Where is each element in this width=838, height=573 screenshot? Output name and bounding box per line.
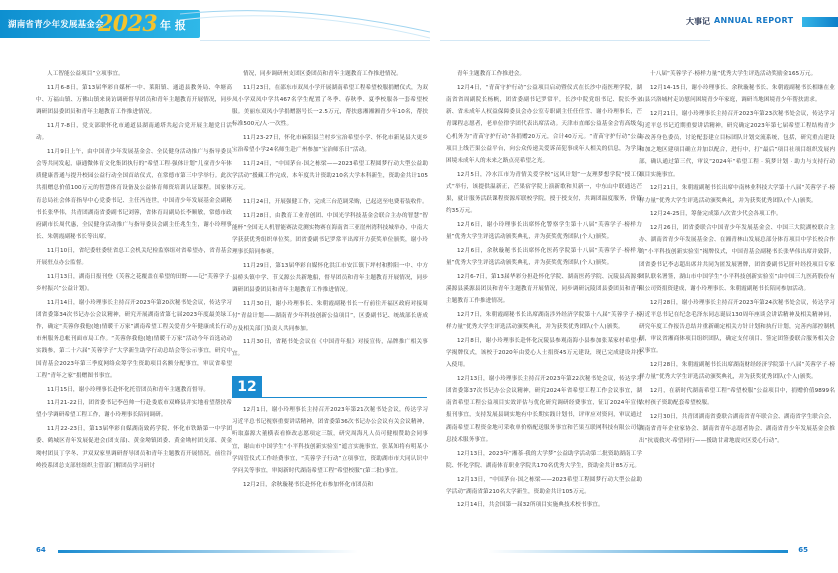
event-paragraph: 12月28日，朱朝霞副秘书长出席湖南财经经济学院第十八届“芙蓉学子·榜样力量”优秀大学生评选活动颁奖典礼，并为获奖优秀团队(个人)颁奖。 — [639, 362, 835, 381]
event-paragraph: 11月13日，湖南日报刊登《芙蓉之花覆盖在希望的田野——记“芙蓉学子·乡村振兴”公益计划》。 — [36, 273, 232, 292]
page-footer — [0, 536, 838, 573]
page-number-left: 64 — [36, 546, 46, 554]
text-column-1 — [36, 68, 232, 474]
header-rule-left — [200, 40, 430, 41]
event-paragraph: 12月13日，谢小玲理事长主持召开2023年第22次秘书处会议，传达学习团省委第37次书记办公会议精神，研究2024年省希望工程工作会议事宜，湖南省希望工程公益项目实效评估与优化研究调研经费事宜，征订2024年宣传报刊事宜，支持发展县调实地有中长期实践计划书，评审应对资问，审议通过湖南希望工程资金地可采收单价格配送服务事宜和芒果互联网科技有限公司信息技术服务事宜。 — [446, 375, 642, 443]
chapter-title: 大事记 — [686, 17, 710, 26]
report-label: 年 报 — [160, 19, 186, 32]
event-paragraph: 12月4日，“青苗守护行动”公益项目启动暨仪式在长沙中南医理学院，湖南省省周副院长杨帆，团省委副书记罗常平，长沙中院党组书记、院长李立新、省未成年人权益保障委员会办公室专职副主任任任雪、谢小玲理事长，芒青课程志愿者，老单位律学团代表出席活动。天津市直邮公益基金会宵高级女心机务为“青苗守护行动”各捐赠20万元，合计40万元。“青苗守护行动”公益项目上线芒果公益平台，向公众传递关爱诉苗犯事成年人相关的信息，为学员困境未成年人的未来之路点亮希望之光。 — [446, 84, 642, 164]
event-paragraph: 12月21日，朱朝霞副秘书长出席中南林业科技大学第十八届“芙蓉学子·榜样力量”优秀大学生评选活动颁奖典礼，并为获奖优秀团队(个人)颁奖。 — [639, 185, 835, 204]
text-column-4 — [639, 68, 835, 449]
event-paragraph: 人工智能公益项目”立项事宜。 — [47, 71, 124, 77]
event-paragraph: 12月14-15日，谢小玲理事长、余秋璇秘书长、朱朝霞副秘书长相继在业山县兴洛城村走访慰问困境青少年家庭，调研当地困境青少年帮扶需求。 — [639, 84, 835, 103]
event-paragraph: 11月30日，谢小玲理事长、朱朝霞副秘书长一行前往开福区政府对接周付“青益计划——湖南青少年科技创新公益项目”，区委副书记、统战部长唐成方及相关部门负责人共同参加。 — [232, 301, 428, 332]
event-paragraph: 11月9日上午，由中国青少年发展基金会、全民健身活动推广与指导委员会等共同发起，康通微体育文化集团执行的“希望工程·强体计划”儿童青少年体质健康普通与提升校园公益行动全国首站仪式，在常德市第三中学举行。此次共捐赠总价值100万元的智慧体育设备及公益体育师资培训认证课程。国家体育总局社会体育指导中心党委书记、主任冯连世，中国青少年发展基金会副秘书长张华伟，共青团湖南省委副书记刘蓉，省体育局副局长李顺敏，常德市政府副市长周代惠，全民健身活动推广与指导委员会副主任兆生生，谢小玲理事长、朱朝霞副秘书长等出席。 — [36, 148, 232, 241]
header-banner — [0, 10, 200, 38]
event-paragraph: 12月6-7日，第13届华彩分担赴怀化学院、湖南医药学院、沅陵县高源乡溪源县溪源县团员和青年主题教育开展情况，同步调研沅陵团县委团员和青年主题教育工作推进情况。 — [446, 273, 642, 305]
event-paragraph: 11月23日，在邵东市双凤小学开展湖南希望工程希望校服捐赠仪式，为双凤小学双凤中学共467名学生配置了冬季、春秋季、夏季校服各一套希望校服。美丽东双凤小学捐赠器号长一2.5万元，帮扶慈湘湘湘青少年10名，帮扶标准500元/人·一次性。 — [232, 84, 428, 128]
event-paragraph: 12月21日，谢小玲理事长主持召开2023年第23次秘书处会议，传达学习习近平总书记近期重要讲话精神，研究确定2023年第七届希望工程结构青少年改善身色委员，讨论配套建立目标团队计划交流系统，包括，研究重点建设和加之地区建项目确立并加以配合，进行中，打“最后”项目社项目组织发展内部，确认通过第三代，审议“2024年“希望工程 · 筑梦计划 · 助力与支持行动项目实施事宜。 — [639, 110, 835, 178]
event-paragraph: 11月30日，省秘书处会议在《中国青年报》对接宣传，品牌推广相关事宜。 — [232, 339, 428, 358]
event-paragraph: 12月24-25日，筹备完成第八次省少代会各项工作。 — [650, 211, 782, 218]
event-paragraph: 11月22-23日，第13届华彩自媒湖南致药学院、怀化市铁路第一中学团委、鹤城区青年发展促进会(团支部)、黄金坳镇团委、黄金坳村团支部、黄金坳村团员丁学冬、尹双双家里调研督导团员和青年主题教育开展情况，前往谷岭投系团总支部驻组织主管部门解团员学习研讨 — [36, 426, 232, 469]
header-accent-bar — [802, 17, 838, 27]
footer-rule-right — [488, 550, 788, 553]
event-paragraph: 12月13日，2023年“湘茶·我的大学梦”公益助学活动第二批资助湖南工学院、怀化学院、湖南体育职业学院共170名优秀大学生，资助金共计85万元。 — [446, 450, 642, 469]
event-paragraph: 11月15日，谢小玲理事长赴怀化托管团员和青年主题教育督导。 — [47, 386, 210, 393]
event-paragraph: 11月7-8日，党支部联怀化市通道县湖南通塔共起合党开展主题党日活动。 — [36, 122, 232, 142]
text-column-2-december — [232, 404, 428, 492]
text-column-2 — [232, 68, 428, 362]
event-paragraph: 11月29日，第13届华彩自媒怀化洪江市安江镇下坪村和黔阳一中、中方县桥头镇中学、节义源公共新地船，督导团员和青年主题教育开展情况，同步调研团县委团员和青年主题教育工作推进情况。 — [232, 263, 428, 294]
event-paragraph: 11月28日，由教育工业青创团、中国光学科技基金会联合主办的智慧“智能杯”全国无人机智能赛法竞测实物赛在海南省三亚崖州湾科技城举办，中南大学获获优秀组织单位奖。团省委副书记罗常平出席开力获奖单位颁奖，谢小玲理事长陪同参赛。 — [232, 212, 428, 256]
event-paragraph: 12月26日，团省委联合中国青少年发展基金会、中国三大院湖校联合主办、湖南省青少年发展基金会、在湘青林山发展总部分体育项目中学长校合作的“小平科技创新实验室”揭牌仪式，中国青基会副秘书长张华伟出席并致辞，团省委书记李志超出席并共同为匿发展署牌，团省委副书记肝叶经投项目专家团队联名署签，湖山市中国学生“小平科技创新实验室”由中国三九医药股份有限公司资捐资建成，谢小玲理事长、朱朝霞副秘书长陪同参加活动。 — [639, 224, 835, 292]
event-paragraph: 12月28日，谢小玲理事长主持召开2023年第24次秘书处会议，传达学习习近平总书记在纪念毛泽东同志诞辰130周年座谈会讲话精神及相关精神同，研究年度工作报告总结并重新确定相关方针计划和执行计划，完善内部控制机制，审议省湘商体项目组织团队，确定支付项目、签定团签委联合服务相关会议事宜。 — [639, 299, 835, 355]
event-paragraph: 12月7日，朱朝霞副秘书长出席湖南涉外经济学院第十八届“芙蓉学子·榜样力量”优秀大学生评选活动颁奖典礼，并为获奖优秀团队(个人)颁奖。 — [446, 311, 642, 331]
event-paragraph: 11月21-22日，团省委书记李邑帅一行赴娄底市双峰县并实地看望帮扶希望小学调研希望工程工作，谢小玲理事长陪同调研。 — [36, 400, 232, 419]
event-paragraph: 11月23-27日，怀化市麻阳县兰村乡宝治希望小学、怀化市新晃县大更乡宝治希望小学24名师生赴广州参加“宝治师乐日”活动。 — [232, 135, 428, 154]
header-rule-right — [440, 40, 710, 41]
org-name: 湖南省青少年发展基金会 — [8, 20, 104, 30]
event-paragraph: 青年主题教育工作推进会。 — [457, 71, 526, 77]
event-paragraph: 情况，同步调研州支团区委团员和青年主题教育工作推进情况。 — [243, 71, 402, 77]
event-paragraph: 12月，在新时代湖南希望工程“希望校服”公益项目中，捐赠价值9899名农村孩子资助配套希望校服。 — [639, 388, 835, 407]
event-paragraph: 11月24日，开展强健工作，完成三台范调采购，已起送至电费着装收件。 — [243, 199, 428, 206]
event-paragraph: 12月2日，余秋璇秘书长赴怀化市参加怀化市团员和 — [243, 481, 374, 488]
event-paragraph: 12月30日，共青团湖南省委联合湖南省青年联合会、湖南省学生联合会、湖南省青年企业家协会、湖南省青年志愿者协会、湖南省青少年发展基金会推出“抗震救灾·希望同行——援助甘肃地震灾区爱心行动”。 — [639, 413, 835, 445]
page-header — [0, 0, 838, 44]
event-paragraph: 12月8日，谢小玲理事长赴怀化沅陵县参观南海小县参加张某家村希望小学揭牌仪式，该校于2020年由爱心人士捐资45万元建设，现已完成建设并投入使用。 — [446, 337, 642, 369]
report-year: 2023 — [98, 11, 158, 37]
section-rule — [262, 397, 427, 398]
event-paragraph: 12月14日，共会国第一届32所项目实施典技术校书事宜。 — [457, 502, 604, 509]
page-number-right: 65 — [798, 546, 808, 554]
event-paragraph: 12月13日，“中国茅台·国之栋梁——2023希望工程圆梦行动大型公益助学活动”湖南省第210名大学新生，资助金共计105万元。 — [446, 476, 642, 495]
section-number-badge: 12 — [232, 376, 262, 398]
event-paragraph: 十八届“芙蓉学子·榜样力量”优秀大学生评选活动奖励金165万元。 — [650, 71, 817, 77]
text-column-3 — [446, 68, 642, 513]
event-paragraph: 12月6日，谢小玲理事长出席怀化警察学生第十八届“芙蓉学子·榜样力量”优秀大学生评选活动颁奖典礼，并为获奖优秀团队(个人)颁奖。 — [446, 221, 642, 241]
event-paragraph: 11月24日，“中国茅台·国之栋梁——2023希望工程圆梦行动大型公益助学活动”援藏工作完成，本年度共计资助210名大学本科新生，资助金共计105万元。 — [232, 160, 428, 192]
footer-rule-left — [58, 550, 358, 553]
event-paragraph: 11月6-8日，第13届华彩自媒杯一中、莱阳镇、通道县教务局、伞塘高中、万福山镇、万佛山镇来岗访调研督导团员和青年主题教育开展情况，同步调研团县委团员和青年主题教育工作推进情况。 — [36, 84, 232, 116]
annual-report-label: ANNUAL REPORT — [714, 16, 794, 25]
event-paragraph: 12月6日，余秋璇秘书长出席怀化医药学院第十八届“芙蓉学子·榜样力量”优秀大学生评选活动颁奖典礼，并为获奖优秀团队(个人)颁奖。 — [446, 247, 642, 267]
header-right — [598, 16, 838, 32]
header-swoosh-decoration — [180, 6, 430, 42]
event-paragraph: 11月10日，省纪委驻委驻省总工会机关纪检监察组对省希望办，省青基会开展驻点办公监督。 — [36, 247, 232, 267]
event-paragraph: 12月1日，谢小玲理事长主持召开2023年第21次秘书处会议，传达学习习近平总书记视察重要讲话精神，团省委第36次书记办公会议有关会议精神，听取嘉源大董横表看修改志愿项定三版，研究周海凡人员可健根赞助会同事宜，谢山市中国学生“小平科技创新实验室”遮言实施事宜，张某知将有明某小学周管仪式工作经费事宜，“芙蓉学子行动”立项事宜，资助湖市市大同认识中学问关等事宜，审阅新时代湖南希望工程“希望校服”(第二批)事宜。 — [232, 407, 428, 475]
event-paragraph: 12月5日，冷水江市为青情关爱学校“远风计划”一友理梦想学院“授工仪式”举行，该提供温新正，芒果宿学院上演新歌和贝新一，中东山中联通达芒果，就计服务活跃课程资源库联校学院，授于授支付，共调团温度服务，价值约35万元。 — [446, 171, 642, 215]
event-paragraph: 11月14日，谢小玲理事长主持召开2023年第20次秘书处会议，传达学习团省委第34次书记办公会议精神，研究开展湖南省第七届2023年度最美绿工作，确定“芙蓉你我他(她)情暖千万家”湖南希望工程关爱青少年健康成长行动市州服务总帐刊面市局工作。“芙蓉你我他(她)情暖千万家”活动今年首选动动实践参，第二十六届“芙蓉学子”大学新生助学行动总结会等公示事宜，研究中国青基会2023年第三季度网络众筹学生资助项目名额分配事宜，审议省希望工程“青年之家”捐赠图书事宜。 — [36, 299, 232, 379]
